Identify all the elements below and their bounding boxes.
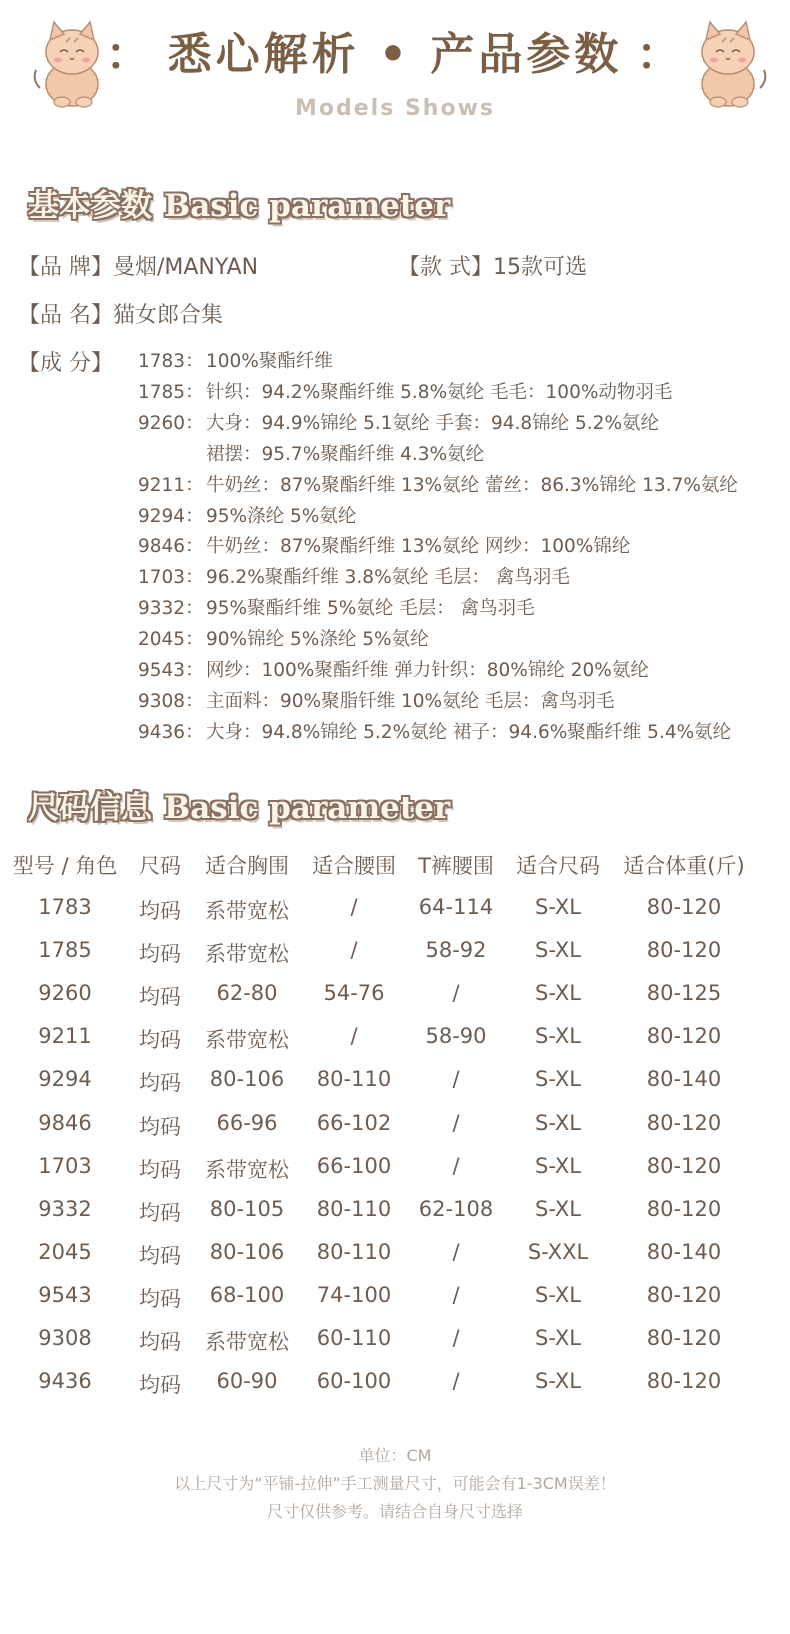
table-cell-size: 均码 <box>139 899 181 923</box>
composition-row <box>138 409 659 435</box>
table-cell-waist: 80-110 <box>316 1067 392 1092</box>
composition-text: 大身：94.8%锦纶 5.2%氨纶 裙子：94.6%聚酯纤维 5.4%氨纶 <box>206 721 732 743</box>
composition-code: 9846： <box>138 536 204 558</box>
table-cell-model: 1783 <box>38 895 92 919</box>
table-cell-fit-size: S-XL <box>535 1024 581 1049</box>
composition-row <box>138 471 738 497</box>
table-cell-tpants-waist: 58-92 <box>425 938 487 963</box>
composition-text: 牛奶丝：87%聚酯纤维 13%氨纶 蕾丝：86.3%锦纶 13.7%氨纶 <box>206 474 738 496</box>
page-title <box>0 18 790 82</box>
table-cell-fit-size: S-XL <box>535 1196 581 1221</box>
table-cell-bust: 80-106 <box>209 1239 285 1264</box>
composition-text: 95%聚酯纤维 5%氨纶 毛层： 禽鸟羽毛 <box>206 598 535 620</box>
table-cell-waist: 80-110 <box>316 1239 392 1264</box>
table-cell-bust: 66-96 <box>216 1110 278 1135</box>
table-cell-waist: 80-110 <box>316 1196 392 1221</box>
table-cell-tpants-waist: 62-108 <box>418 1196 494 1221</box>
composition-row <box>138 594 535 620</box>
section-heading-en: Basic parameter <box>164 790 451 826</box>
table-cell-weight: 80-120 <box>646 1024 722 1049</box>
composition-row <box>138 718 731 744</box>
table-cell-tpants-waist: / <box>452 1369 460 1394</box>
table-cell-weight: 80-120 <box>646 1282 722 1307</box>
table-cell-fit-size: S-XL <box>535 895 581 919</box>
table-cell-size: 均码 <box>139 1330 181 1354</box>
table-cell-size: 均码 <box>139 1243 181 1268</box>
table-cell-bust: 80-106 <box>209 1067 285 1092</box>
composition-row <box>138 656 649 682</box>
table-cell-bust: 系带宽松 <box>205 899 289 923</box>
composition-text: 100%聚酯纤维 <box>206 351 333 372</box>
composition-text: 主面料：90%聚脂钎维 10%氨纶 毛层：禽鸟羽毛 <box>206 690 615 712</box>
composition-text: 95%涤纶 5%氨纶 <box>206 505 357 527</box>
table-cell-bust: 68-100 <box>209 1282 285 1307</box>
table-header-model: 型号 / 角色 <box>12 854 118 878</box>
composition-code: 9211： <box>138 474 204 496</box>
table-cell-size: 均码 <box>139 1200 181 1225</box>
table-cell-fit-size: S-XXL <box>527 1239 589 1264</box>
table-cell-waist: 66-100 <box>316 1153 392 1178</box>
table-cell-model: 2045 <box>38 1239 92 1264</box>
table-cell-size: 均码 <box>139 1071 181 1096</box>
table-cell-size: 均码 <box>139 1114 181 1139</box>
composition-text: 96.2%聚酯纤维 3.8%氨纶 毛层： 禽鸟羽毛 <box>206 567 570 589</box>
table-cell-bust: 系带宽松 <box>205 1330 289 1354</box>
table-cell-waist: 66-102 <box>316 1110 392 1135</box>
table-cell-model: 9294 <box>38 1067 92 1092</box>
section-heading-cn: 基本参数 <box>28 188 152 224</box>
page-subtitle: Models Shows <box>294 96 495 121</box>
table-cell-tpants-waist: / <box>452 1326 460 1350</box>
table-cell-model: 9332 <box>38 1196 92 1221</box>
table-header-weight: 适合体重(斤) <box>623 854 745 878</box>
composition-code: 9294： <box>138 505 204 527</box>
table-cell-bust: 系带宽松 <box>205 1157 289 1182</box>
composition-row <box>138 563 570 589</box>
table-cell-tpants-waist: 58-90 <box>425 1024 487 1049</box>
composition-row <box>138 347 333 373</box>
table-cell-weight: 80-120 <box>646 895 722 919</box>
table-header-waist: 适合腰围 <box>312 854 396 878</box>
table-cell-fit-size: S-XL <box>535 1369 581 1394</box>
table-cell-size: 均码 <box>139 1157 181 1182</box>
composition-row <box>138 502 356 528</box>
table-cell-model: 9543 <box>38 1282 92 1307</box>
table-cell-weight: 80-125 <box>646 981 722 1006</box>
table-cell-bust: 60-90 <box>216 1369 278 1394</box>
composition-code: 9436： <box>138 721 204 743</box>
table-cell-model: 9211 <box>38 1024 92 1049</box>
table-cell-bust: 系带宽松 <box>205 1028 289 1053</box>
table-cell-bust: 80-105 <box>209 1196 285 1221</box>
table-header-fit-size: 适合尺码 <box>516 854 600 878</box>
param-name: 【品 名】猫女郎合集 <box>18 303 223 328</box>
title-text: 悉心解析 • 产品参数 <box>167 29 623 80</box>
composition-code: 9260： <box>138 412 204 434</box>
table-header-bust: 适合胸围 <box>205 854 289 878</box>
param-brand: 【品 牌】曼烟/MANYAN <box>18 255 259 280</box>
composition-row <box>206 440 484 466</box>
table-cell-waist: / <box>350 938 358 963</box>
table-cell-weight: 80-140 <box>646 1067 722 1092</box>
composition-text: 90%锦纶 5%涤纶 5%氨纶 <box>206 629 429 651</box>
table-cell-waist: 60-110 <box>316 1326 392 1350</box>
composition-code: 1785： <box>138 381 204 403</box>
table-cell-model: 9436 <box>38 1369 92 1394</box>
table-cell-model: 9260 <box>38 981 92 1006</box>
param-style: 【款 式】15款可选 <box>398 255 587 280</box>
table-cell-size: 均码 <box>139 1028 181 1053</box>
table-cell-fit-size: S-XL <box>535 1326 581 1350</box>
table-cell-model: 1703 <box>38 1153 92 1178</box>
composition-row <box>138 378 672 404</box>
table-cell-size: 均码 <box>139 985 181 1010</box>
param-composition-label: 【成 分】 <box>18 351 113 376</box>
table-cell-weight: 80-140 <box>646 1239 722 1264</box>
composition-code: 1703： <box>138 567 204 589</box>
table-cell-tpants-waist: / <box>452 981 460 1006</box>
table-cell-tpants-waist: / <box>452 1153 460 1178</box>
table-cell-model: 9308 <box>38 1326 92 1350</box>
composition-row <box>138 532 630 558</box>
title-colon-right: ： <box>636 29 685 80</box>
table-cell-bust: 系带宽松 <box>205 942 289 967</box>
table-cell-waist: / <box>350 1024 358 1049</box>
section-heading-size <box>28 782 450 827</box>
table-cell-fit-size: S-XL <box>535 1153 581 1178</box>
footer-note: 以上尺寸为“平铺-拉伸”手工测量尺寸，可能会有1-3CM误差！ <box>174 1474 616 1493</box>
table-cell-size: 均码 <box>139 1286 181 1311</box>
section-heading-basic <box>28 180 450 225</box>
table-cell-tpants-waist: / <box>452 1282 460 1307</box>
section-heading-en: Basic parameter <box>164 188 451 224</box>
table-cell-model: 1785 <box>38 938 92 963</box>
table-cell-model: 9846 <box>38 1110 92 1135</box>
table-cell-weight: 80-120 <box>646 1110 722 1135</box>
table-cell-waist: 60-100 <box>316 1369 392 1394</box>
composition-code: 9308： <box>138 690 204 712</box>
composition-text: 牛奶丝：87%聚酯纤维 13%氨纶 网纱：100%锦纶 <box>206 536 631 558</box>
table-cell-fit-size: S-XL <box>535 1067 581 1092</box>
table-cell-tpants-waist: / <box>452 1239 460 1264</box>
table-cell-waist: 74-100 <box>316 1282 392 1307</box>
table-cell-size: 均码 <box>139 1373 181 1398</box>
composition-row <box>138 625 429 651</box>
table-cell-waist: / <box>350 895 358 919</box>
composition-text: 针织：94.2%聚酯纤维 5.8%氨纶 毛毛：100%动物羽毛 <box>206 381 673 403</box>
table-cell-fit-size: S-XL <box>535 1282 581 1307</box>
section-heading-cn: 尺码信息 <box>28 790 152 826</box>
table-cell-weight: 80-120 <box>646 1369 722 1394</box>
table-cell-size: 均码 <box>139 942 181 967</box>
table-cell-bust: 62-80 <box>216 981 278 1006</box>
composition-code: 1783： <box>138 351 204 372</box>
composition-code: 9543： <box>138 660 204 681</box>
table-cell-weight: 80-120 <box>646 1153 722 1178</box>
table-cell-weight: 80-120 <box>646 1196 722 1221</box>
table-cell-tpants-waist: 64-114 <box>418 895 494 919</box>
table-cell-fit-size: S-XL <box>535 1110 581 1135</box>
composition-text: 裙摆：95.7%聚酯纤维 4.3%氨纶 <box>206 443 485 465</box>
table-cell-tpants-waist: / <box>452 1067 460 1092</box>
composition-text: 大身：94.9%锦纶 5.1氨纶 手套：94.8锦纶 5.2%氨纶 <box>206 412 660 434</box>
table-cell-tpants-waist: / <box>452 1110 460 1135</box>
composition-code: 9332： <box>138 598 204 620</box>
table-cell-weight: 80-120 <box>646 938 722 963</box>
table-header-tpants-waist: T裤腰围 <box>418 854 494 878</box>
footer-advice: 尺寸仅供参考。请结合自身尺寸选择 <box>266 1502 523 1521</box>
table-cell-fit-size: S-XL <box>535 938 581 963</box>
table-cell-weight: 80-120 <box>646 1326 722 1350</box>
composition-code: 2045： <box>138 629 204 651</box>
table-header-size: 尺码 <box>139 854 181 878</box>
title-colon-left: ： <box>105 29 154 80</box>
table-cell-fit-size: S-XL <box>535 981 581 1006</box>
table-cell-waist: 54-76 <box>323 981 385 1006</box>
footer-unit: 单位：CM <box>358 1446 432 1465</box>
composition-row <box>138 687 615 713</box>
composition-text: 网纱：100%聚酯纤维 弹力针织：80%锦纶 20%氨纶 <box>206 660 649 681</box>
